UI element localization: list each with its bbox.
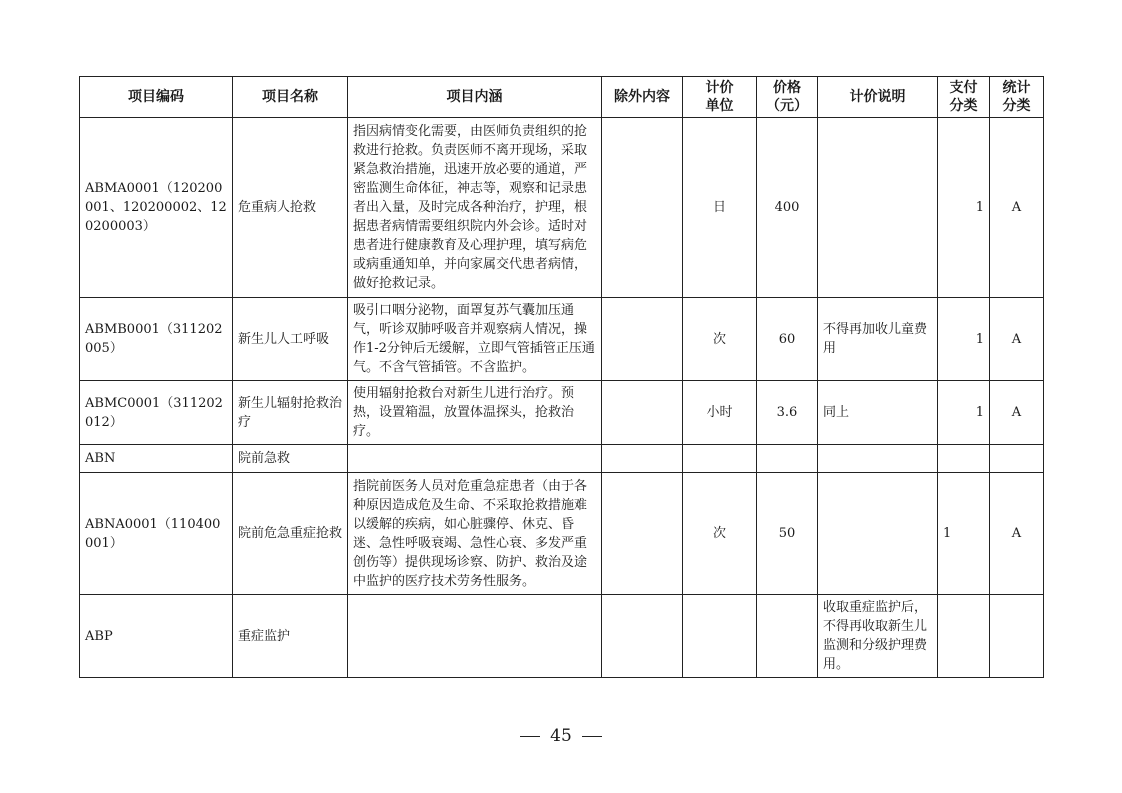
- header-pay-line1: 支付: [949, 80, 978, 96]
- cell-exclusion: [602, 381, 683, 445]
- header-unit: [683, 77, 757, 118]
- cell-name: 重症监护: [233, 595, 348, 678]
- header-stat: [990, 77, 1044, 118]
- cell-code: ABMC0001（311202012）: [80, 381, 233, 445]
- cell-exclusion: [602, 118, 683, 298]
- cell-unit: 小时: [683, 381, 757, 445]
- footer-dash-right: [582, 736, 602, 737]
- fee-table: [79, 76, 1044, 678]
- cell-unit: 日: [683, 118, 757, 298]
- table-row: [80, 445, 1044, 473]
- header-unit-line1: 计价: [705, 80, 734, 96]
- page-footer: [0, 726, 1122, 746]
- table-row: [80, 473, 1044, 595]
- header-content: 项目内涵: [348, 77, 602, 118]
- header-pay-line2: 分类: [949, 98, 978, 114]
- cell-name: 院前急救: [233, 445, 348, 473]
- table-row: [80, 298, 1044, 381]
- header-name: 项目名称: [233, 77, 348, 118]
- cell-unit: [683, 595, 757, 678]
- cell-content: 指院前医务人员对危重急症患者（由于各种原因造成危及生命、不采取抢救措施难以缓解的疾病，如心脏骤停、休克、昏迷、急性呼吸衰竭、急性心衰、多发严重创伤等）提供现场诊察、防护、救治及途中监护的医疗技术劳务性服务。: [348, 473, 602, 595]
- cell-price: 60: [757, 298, 818, 381]
- cell-exclusion: [602, 445, 683, 473]
- cell-pay: [938, 595, 990, 678]
- cell-pay: [938, 445, 990, 473]
- header-price-line1: 价格: [773, 80, 801, 96]
- header-note: 计价说明: [818, 77, 938, 118]
- cell-unit: [683, 445, 757, 473]
- header-code: 项目编码: [80, 77, 233, 118]
- footer-dash-left: [520, 736, 540, 737]
- cell-price: 3.6: [757, 381, 818, 445]
- cell-stat: A: [990, 381, 1044, 445]
- cell-stat: [990, 595, 1044, 678]
- cell-note: [818, 445, 938, 473]
- cell-code: ABP: [80, 595, 233, 678]
- cell-pay: 1: [938, 118, 990, 298]
- cell-note: 收取重症监护后，不得再收取新生儿监测和分级护理费用。: [818, 595, 938, 678]
- cell-price: 50: [757, 473, 818, 595]
- cell-stat: A: [990, 473, 1044, 595]
- cell-code: ABMB0001（311202005）: [80, 298, 233, 381]
- cell-stat: A: [990, 298, 1044, 381]
- cell-code: ABNA0001（110400001）: [80, 473, 233, 595]
- cell-unit: 次: [683, 298, 757, 381]
- header-price-line2: （元）: [766, 98, 808, 114]
- table-row: [80, 595, 1044, 678]
- header-stat-line2: 分类: [1002, 98, 1031, 114]
- cell-exclusion: [602, 473, 683, 595]
- cell-price: [757, 595, 818, 678]
- cell-unit: 次: [683, 473, 757, 595]
- header-stat-line1: 统计: [1002, 80, 1031, 96]
- cell-name: 新生儿辐射抢救治疗: [233, 381, 348, 445]
- cell-name: 新生儿人工呼吸: [233, 298, 348, 381]
- table-row: [80, 118, 1044, 298]
- cell-price: 400: [757, 118, 818, 298]
- cell-content: [348, 445, 602, 473]
- cell-note: [818, 118, 938, 298]
- cell-price: [757, 445, 818, 473]
- cell-note: [818, 473, 938, 595]
- header-exclusion: 除外内容: [602, 77, 683, 118]
- page-number: 45: [550, 726, 572, 746]
- header-unit-line2: 单位: [705, 98, 734, 114]
- cell-code: ABN: [80, 445, 233, 473]
- cell-content: 使用辐射抢救台对新生儿进行治疗。预热，设置箱温，放置体温探头，抢救治疗。: [348, 381, 602, 445]
- header-pay: [938, 77, 990, 118]
- cell-exclusion: [602, 298, 683, 381]
- table-row: [80, 381, 1044, 445]
- cell-name: 危重病人抢救: [233, 118, 348, 298]
- cell-stat: [990, 445, 1044, 473]
- cell-stat: A: [990, 118, 1044, 298]
- cell-code: ABMA0001（120200001、120200002、120200003）: [80, 118, 233, 298]
- table-header-row: [80, 77, 1044, 118]
- cell-exclusion: [602, 595, 683, 678]
- cell-content: [348, 595, 602, 678]
- cell-name: 院前危急重症抢救: [233, 473, 348, 595]
- cell-note: 不得再加收儿童费用: [818, 298, 938, 381]
- cell-note: 同上: [818, 381, 938, 445]
- cell-pay: 1: [938, 473, 990, 595]
- header-price: [757, 77, 818, 118]
- cell-pay: 1: [938, 381, 990, 445]
- cell-content: 吸引口咽分泌物，面罩复苏气囊加压通气，听诊双肺呼吸音并观察病人情况，操作1-2分钟后无缓解，立即气管插管正压通气。不含气管插管。不含监护。: [348, 298, 602, 381]
- cell-content: 指因病情变化需要，由医师负责组织的抢救进行抢救。负责医师不离开现场，采取紧急救治措施，迅速开放必要的通道，严密监测生命体征，神志等，观察和记录患者出入量，及时完成各种治疗，护理，根据患者病情需要组织院内外会诊。适时对患者进行健康教育及心理护理，填写病危或病重通知单，并向家属交代患者病情，做好抢救记录。: [348, 118, 602, 298]
- cell-pay: 1: [938, 298, 990, 381]
